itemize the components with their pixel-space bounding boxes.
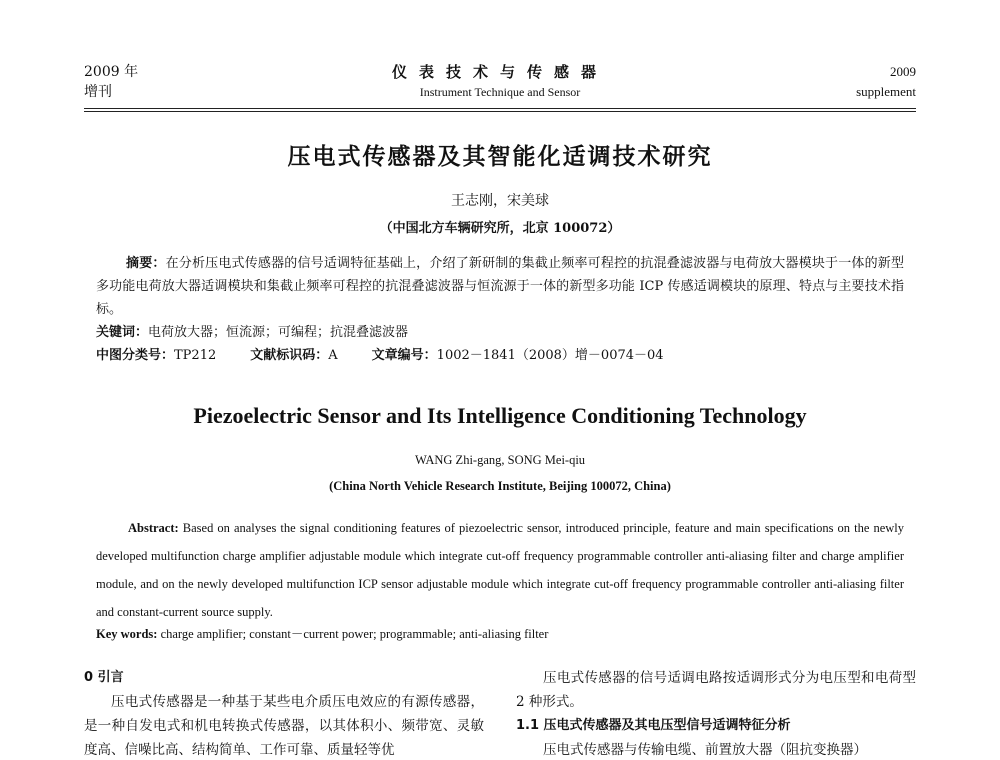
header-rule-thin	[84, 111, 916, 112]
doc-code-value: A	[328, 348, 338, 363]
abstract-cn-label: 摘要：	[126, 256, 166, 271]
paper-title-cn: 压电式传感器及其智能化适调技术研究	[287, 144, 713, 170]
affiliation-cn: （中国北方车辆研究所，北京 100072）	[379, 221, 621, 236]
keywords-cn-text: 电荷放大器；恒流源；可编程；抗混叠滤波器	[148, 325, 409, 340]
journal-title-cn: 仪表技术与传感器	[391, 63, 608, 81]
keywords-en-text: charge amplifier; constant－current power; programmable; anti-aliasing filter	[160, 627, 549, 641]
keywords-en-label: Key words:	[96, 627, 158, 641]
article-number-label: 文章编号：	[371, 348, 437, 363]
header-rule	[84, 108, 916, 109]
abstract-en-text: Based on analyses the signal conditioning features of piezoelectric sensor, introduced principle, feature and main specifications on the newly developed multifunction charge amplifier adjustable module which integrate cut-off frequency programmable controller anti-aliasing filter and charge amplifier module, and on the newly developed multifunction ICP sensor adjustable module which integrate cut-off frequency programmable controller anti-aliasing filter and constant-current source supply.	[96, 521, 904, 619]
page-header	[84, 62, 916, 108]
classification-line	[96, 344, 904, 367]
body-column-left	[84, 666, 484, 760]
intro-paragraph: 压电式传感器是一种基于某些电介质压电效应的有源传感器，是一种自发电式和机电转换式传感器，以其体积小、频带宽、灵敏度高、信噪比高、结构简单、工作可靠、质量轻等优	[84, 694, 484, 758]
abstract-cn-text: 在分析压电式传感器的信号适调特征基础上，介绍了新研制的集截止频率可程控的抗混叠滤波器与电荷放大器模块于一体的新型多功能电荷放大器适调模块和集截止频率可程控的抗混叠滤波器与恒流源于一体的新型多功能 ICP 传感适调模块的原理、特点与主要技术指标。	[96, 256, 904, 317]
abstract-en-label: Abstract:	[128, 521, 179, 535]
authors-en: WANG Zhi-gang, SONG Mei-qiu	[414, 453, 586, 467]
article-number-value: 1002－1841（2008）增－0074－04	[436, 348, 664, 363]
header-year-left: 2009 年	[84, 64, 139, 80]
keywords-cn-label: 关键词：	[96, 325, 149, 340]
header-year-right: 2009	[890, 64, 916, 79]
clc-value: TP212	[174, 348, 217, 363]
abstract-cn	[96, 252, 904, 321]
paper-title-en: Piezoelectric Sensor and Its Intelligence Conditioning Technology	[193, 403, 807, 428]
right-paragraph-1: 压电式传感器的信号适调电路按适调形式分为电压型和电荷型 2 种形式。	[516, 670, 916, 710]
header-issue-right: supplement	[856, 84, 916, 99]
header-right	[856, 62, 916, 102]
journal-title-en: Instrument Technique and Sensor	[419, 85, 581, 99]
header-center	[84, 62, 916, 102]
authors-cn: 王志刚，宋美球	[451, 193, 549, 209]
abstract-en	[96, 514, 904, 626]
right-paragraph-2: 压电式传感器与传输电缆、前置放大器（阻抗变换器）	[543, 742, 867, 758]
header-issue-left: 增刊	[84, 84, 112, 100]
affiliation-en: (China North Vehicle Research Institute, Beijing 100072, China)	[329, 479, 671, 493]
section-0-heading: 0 引言	[84, 670, 124, 685]
section-1-1-heading: 1.1 压电式传感器及其电压型信号适调特征分析	[516, 718, 791, 733]
body-column-right	[516, 666, 916, 760]
clc-label: 中图分类号：	[96, 348, 175, 363]
doc-code-label: 文献标识码：	[250, 348, 329, 363]
keywords-en	[96, 622, 904, 646]
keywords-cn	[96, 321, 904, 344]
